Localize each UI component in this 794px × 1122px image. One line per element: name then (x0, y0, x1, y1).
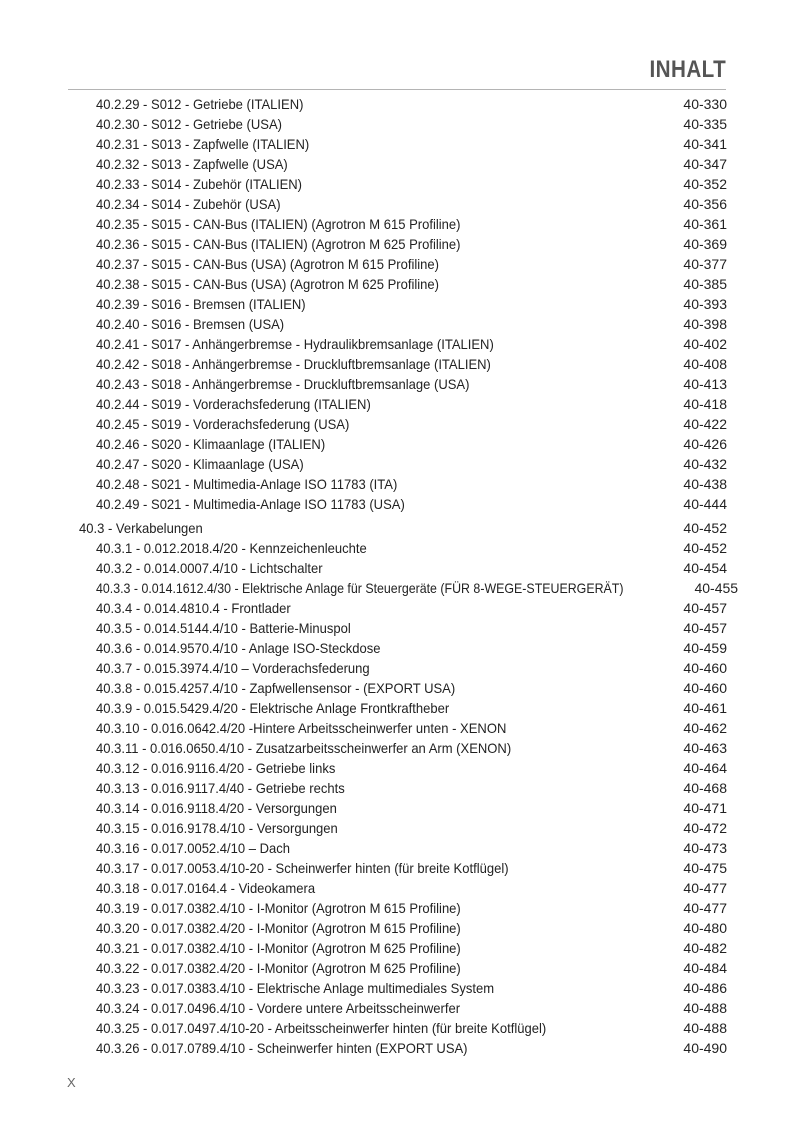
toc-entry-page: 40-452 (683, 540, 727, 556)
toc-entry-label: 40.3.25 - 0.017.0497.4/10-20 - Arbeitsscheinwerfer hinten (für breite Kotflügel) (96, 1020, 547, 1036)
toc-entry-page: 40-438 (683, 476, 727, 492)
toc-entry-page: 40-341 (683, 136, 727, 152)
toc-entry[interactable] (79, 738, 727, 758)
table-of-contents (79, 94, 739, 1058)
toc-entry[interactable] (79, 898, 727, 918)
toc-entry-page: 40-347 (683, 156, 727, 172)
toc-entry[interactable] (79, 998, 727, 1018)
toc-entry-page: 40-361 (683, 216, 727, 232)
toc-entry-label: 40.2.43 - S018 - Anhängerbremse - Druckluftbremsanlage (USA) (96, 376, 470, 392)
toc-entry[interactable] (79, 434, 727, 454)
toc-entry-label: 40.3.12 - 0.016.9116.4/20 - Getriebe links (96, 760, 336, 776)
toc-entry-label: 40.2.31 - S013 - Zapfwelle (ITALIEN) (96, 136, 310, 152)
toc-entry-page: 40-461 (683, 700, 727, 716)
toc-entry-label: 40.3.4 - 0.014.4810.4 - Frontlader (96, 600, 291, 616)
toc-entry-label: 40.2.32 - S013 - Zapfwelle (USA) (96, 156, 288, 172)
toc-entry-page: 40-475 (683, 860, 727, 876)
toc-entry[interactable] (79, 558, 727, 578)
toc-entry[interactable] (79, 758, 727, 778)
toc-entry[interactable] (79, 598, 727, 618)
toc-entry-page: 40-468 (683, 780, 727, 796)
toc-entry-page: 40-408 (683, 356, 727, 372)
toc-entry-page: 40-352 (683, 176, 727, 192)
toc-entry[interactable] (79, 878, 727, 898)
toc-entry-label: 40.2.44 - S019 - Vorderachsfederung (ITALIEN) (96, 396, 371, 412)
toc-entry-page: 40-422 (683, 416, 727, 432)
toc-entry[interactable] (79, 454, 727, 474)
toc-entry-page: 40-484 (683, 960, 727, 976)
toc-entry-label: 40.3.26 - 0.017.0789.4/10 - Scheinwerfer hinten (EXPORT USA) (96, 1040, 468, 1056)
toc-entry[interactable] (79, 214, 727, 234)
toc-entry-label: 40.3.10 - 0.016.0642.4/20 -Hintere Arbeitsscheinwerfer unten - XENON (96, 720, 507, 736)
toc-entry-label: 40.3.16 - 0.017.0052.4/10 – Dach (96, 840, 291, 856)
toc-entry-label: 40.3.8 - 0.015.4257.4/10 - Zapfwellensensor - (EXPORT USA) (96, 680, 456, 696)
toc-entry[interactable] (79, 1018, 727, 1038)
toc-entry-label: 40.2.33 - S014 - Zubehör (ITALIEN) (96, 176, 303, 192)
toc-entry-label: 40.2.36 - S015 - CAN-Bus (ITALIEN) (Agrotron M 625 Profiline) (96, 236, 461, 252)
toc-entry-label: 40.3.6 - 0.014.9570.4/10 - Anlage ISO-Steckdose (96, 640, 381, 656)
toc-entry[interactable] (79, 638, 727, 658)
toc-entry-page: 40-486 (683, 980, 727, 996)
toc-entry-label: 40.3.7 - 0.015.3974.4/10 – Vorderachsfederung (96, 660, 370, 676)
toc-entry-page: 40-454 (683, 560, 727, 576)
toc-entry[interactable] (79, 494, 727, 514)
toc-entry[interactable] (79, 698, 727, 718)
toc-entry[interactable] (79, 1038, 727, 1058)
toc-entry-label: 40.3.23 - 0.017.0383.4/10 - Elektrische Anlage multimediales System (96, 980, 495, 996)
toc-entry-page: 40-488 (683, 1000, 727, 1016)
toc-entry-page: 40-462 (683, 720, 727, 736)
toc-entry-label: 40.3.3 - 0.014.1612.4/30 - Elektrische Anlage für Steuergeräte (FÜR 8-WEGE-STEUERGERÄT) (96, 580, 624, 596)
toc-entry-label: 40.2.45 - S019 - Vorderachsfederung (USA) (96, 416, 350, 432)
toc-entry-label: 40.2.39 - S016 - Bremsen (ITALIEN) (96, 296, 306, 312)
toc-entry-page: 40-477 (683, 880, 727, 896)
toc-entry-page: 40-460 (683, 680, 727, 696)
toc-entry-label: 40.2.30 - S012 - Getriebe (USA) (96, 116, 282, 132)
page-number: X (67, 1075, 76, 1090)
toc-entry-label: 40.2.41 - S017 - Anhängerbremse - Hydraulikbremsanlage (ITALIEN) (96, 336, 494, 352)
toc-entry[interactable] (79, 978, 727, 998)
toc-entry-label: 40.3.5 - 0.014.5144.4/10 - Batterie-Minuspol (96, 620, 351, 636)
toc-entry-page: 40-460 (683, 660, 727, 676)
toc-entry-page: 40-432 (683, 456, 727, 472)
toc-entry-label: 40.3.21 - 0.017.0382.4/10 - I-Monitor (Agrotron M 625 Profiline) (96, 940, 461, 956)
toc-entry[interactable] (79, 414, 727, 434)
toc-entry[interactable] (79, 114, 727, 134)
toc-entry[interactable] (79, 858, 727, 878)
toc-entry-label: 40.2.38 - S015 - CAN-Bus (USA) (Agrotron M 625 Profiline) (96, 276, 439, 292)
toc-entry[interactable] (79, 618, 727, 638)
toc-entry[interactable] (79, 234, 727, 254)
toc-entry-page: 40-369 (683, 236, 727, 252)
toc-entry-label: 40.3 - Verkabelungen (79, 520, 203, 536)
toc-entry-label: 40.2.42 - S018 - Anhängerbremse - Druckluftbremsanlage (ITALIEN) (96, 356, 491, 372)
toc-entry[interactable] (79, 334, 727, 354)
toc-entry-label: 40.2.34 - S014 - Zubehör (USA) (96, 196, 281, 212)
toc-entry[interactable] (79, 818, 727, 838)
toc-entry-page: 40-452 (683, 520, 727, 536)
toc-entry-page: 40-473 (683, 840, 727, 856)
toc-entry[interactable] (79, 838, 727, 858)
toc-entry-page: 40-482 (683, 940, 727, 956)
toc-entry[interactable] (79, 394, 727, 414)
toc-entry-label: 40.2.49 - S021 - Multimedia-Anlage ISO 11783 (USA) (96, 496, 405, 512)
toc-entry-page: 40-393 (683, 296, 727, 312)
toc-entry-page: 40-402 (683, 336, 727, 352)
toc-entry[interactable] (79, 678, 727, 698)
toc-entry-page: 40-471 (683, 800, 727, 816)
toc-entry[interactable] (79, 174, 727, 194)
toc-entry-label: 40.2.35 - S015 - CAN-Bus (ITALIEN) (Agrotron M 615 Profiline) (96, 216, 461, 232)
toc-entry[interactable] (79, 718, 727, 738)
toc-entry-label: 40.3.1 - 0.012.2018.4/20 - Kennzeichenleuchte (96, 540, 367, 556)
toc-entry-label: 40.3.11 - 0.016.0650.4/10 - Zusatzarbeitsscheinwerfer an Arm (XENON) (96, 740, 512, 756)
toc-entry-label: 40.2.48 - S021 - Multimedia-Anlage ISO 11783 (ITA) (96, 476, 398, 492)
toc-entry-label: 40.3.24 - 0.017.0496.4/10 - Vordere untere Arbeitsscheinwerfer (96, 1000, 461, 1016)
toc-entry-page: 40-356 (683, 196, 727, 212)
toc-entry-page: 40-455 (694, 580, 739, 596)
toc-entry[interactable] (79, 374, 727, 394)
toc-entry-page: 40-418 (683, 396, 727, 412)
toc-entry[interactable] (79, 274, 727, 294)
toc-entry-page: 40-335 (683, 116, 727, 132)
toc-entry[interactable] (79, 354, 727, 374)
toc-entry-page: 40-444 (683, 496, 727, 512)
toc-entry-page: 40-477 (683, 900, 727, 916)
toc-entry-page: 40-464 (683, 760, 727, 776)
toc-entry[interactable] (79, 254, 727, 274)
toc-entry-page: 40-472 (683, 820, 727, 836)
toc-entry-label: 40.3.19 - 0.017.0382.4/10 - I-Monitor (Agrotron M 615 Profiline) (96, 900, 461, 916)
toc-entry[interactable] (79, 294, 727, 314)
toc-entry-page: 40-413 (683, 376, 727, 392)
toc-entry[interactable] (79, 154, 727, 174)
toc-entry-page: 40-457 (683, 620, 727, 636)
toc-entry[interactable] (79, 94, 727, 114)
toc-entry-label: 40.2.46 - S020 - Klimaanlage (ITALIEN) (96, 436, 326, 452)
toc-entry-page: 40-385 (683, 276, 727, 292)
toc-entry-label: 40.2.29 - S012 - Getriebe (ITALIEN) (96, 96, 304, 112)
toc-entry-label: 40.2.40 - S016 - Bremsen (USA) (96, 316, 285, 332)
toc-entry-page: 40-398 (683, 316, 727, 332)
page-title: INHALT (649, 56, 726, 83)
toc-entry[interactable] (79, 134, 727, 154)
toc-entry-label: 40.3.15 - 0.016.9178.4/10 - Versorgungen (96, 820, 338, 836)
toc-entry[interactable] (79, 778, 727, 798)
toc-entry-page: 40-463 (683, 740, 727, 756)
toc-entry-label: 40.2.47 - S020 - Klimaanlage (USA) (96, 456, 304, 472)
toc-entry[interactable] (79, 798, 727, 818)
toc-entry[interactable] (79, 194, 727, 214)
toc-entry[interactable] (79, 314, 727, 334)
toc-entry-label: 40.3.13 - 0.016.9117.4/40 - Getriebe rechts (96, 780, 345, 796)
toc-entry-page: 40-459 (683, 640, 727, 656)
toc-entry[interactable] (79, 538, 727, 558)
toc-entry-page: 40-480 (683, 920, 727, 936)
toc-entry[interactable] (79, 658, 727, 678)
toc-entry[interactable] (79, 938, 727, 958)
toc-entry[interactable] (79, 474, 727, 494)
toc-entry-label: 40.3.22 - 0.017.0382.4/20 - I-Monitor (Agrotron M 625 Profiline) (96, 960, 461, 976)
toc-entry-label: 40.3.9 - 0.015.5429.4/20 - Elektrische Anlage Frontkraftheber (96, 700, 450, 716)
toc-entry-page: 40-488 (683, 1020, 727, 1036)
toc-entry-page: 40-457 (683, 600, 727, 616)
toc-entry-page: 40-330 (683, 96, 727, 112)
toc-entry-page: 40-377 (683, 256, 727, 272)
toc-entry-label: 40.3.14 - 0.016.9118.4/20 - Versorgungen (96, 800, 337, 816)
toc-entry[interactable] (79, 958, 727, 978)
toc-entry-label: 40.3.20 - 0.017.0382.4/20 - I-Monitor (Agrotron M 615 Profiline) (96, 920, 461, 936)
toc-entry-label: 40.2.37 - S015 - CAN-Bus (USA) (Agrotron M 615 Profiline) (96, 256, 439, 272)
toc-entry-label: 40.3.18 - 0.017.0164.4 - Videokamera (96, 880, 316, 896)
toc-entry-page: 40-426 (683, 436, 727, 452)
toc-section-entry[interactable] (79, 518, 727, 538)
toc-entry[interactable] (79, 918, 727, 938)
toc-entry-page: 40-490 (683, 1040, 727, 1056)
header-divider (68, 89, 726, 90)
toc-entry-label: 40.3.2 - 0.014.0007.4/10 - Lichtschalter (96, 560, 323, 576)
toc-entry[interactable] (79, 578, 739, 598)
toc-entry-label: 40.3.17 - 0.017.0053.4/10-20 - Scheinwerfer hinten (für breite Kotflügel) (96, 860, 509, 876)
